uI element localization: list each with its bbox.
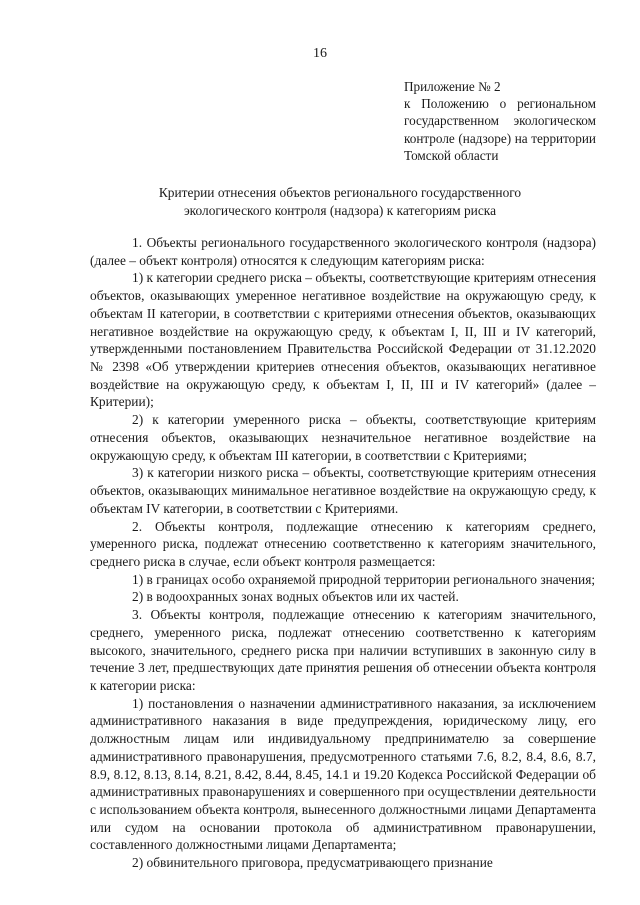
- appendix-reference: к Положению о региональном государственном экологическом контроле (надзоре) на территории Томской области: [404, 96, 596, 163]
- paragraph-2-item-2: 2) в водоохранных зонах водных объектов или их частей.: [132, 589, 459, 605]
- paragraph-1-item-1: 1) к категории среднего риска – объекты, соответствующие критериям отнесения объектов, оказывающих умеренное негативное воздействие на окружающую среду, к объектам II категории, в соответствии с критериями отнесения объектов, оказывающих негативное воздействие на окружающую среду, к объектам I, II, III и IV категорий, утвержденными постановлением Правительства Российской Федерации от 31.12.2020 № 2398 «Об утверждении критериев отнесения объектов, оказывающих негативное воздействие на окружающую среду, к объектам I, II, III и IV категорий» (далее – Критерии);: [90, 270, 596, 410]
- appendix-title: Приложение № 2: [404, 79, 501, 94]
- paragraph-1-item-3: 3) к категории низкого риска – объекты, соответствующие критериям отнесения объектов, оказывающих минимальное негативное воздействие на окружающую среду, к объектам IV категории, в соответствии с Критериями.: [90, 465, 596, 516]
- paragraph-2: 2. Объекты контроля, подлежащие отнесению к категориям среднего, умеренного риска, подлежат отнесению соответственно к категориям значительного, среднего риска в случае, если объект контроля размещается:: [90, 518, 596, 569]
- document-body: [90, 234, 596, 872]
- paragraph-1-item-2: 2) к категории умеренного риска – объекты, соответствующие критериям отнесения объектов, оказывающих незначительное негативное воздействие на окружающую среду, к объектам III категории, в соответствии с Критериями;: [90, 412, 596, 463]
- document-title: [90, 184, 590, 219]
- paragraph-2-item-1: 1) в границах особо охраняемой природной территории регионального значения;: [132, 571, 596, 587]
- paragraph-3-item-2: 2) обвинительного приговора, предусматривающего признание: [132, 855, 493, 871]
- paragraph-3-item-1: 1) постановления о назначении административного наказания, за исключением административного наказания в виде предупреждения, юридическому лицу, его должностным лицам или индивидуальному предпринимателю за совершение административного правонарушения, предусмотренного статьями 7.6, 8.2, 8.4, 8.6, 8.7, 8.9, 8.12, 8.13, 8.14, 8.21, 8.42, 8.44, 8.45, 14.1 и 19.20 Кодекса Российской Федерации об административных правонарушениях и совершенного при осуществлении деятельности с использованием объекта контроля, вынесенного должностными лицами Департамента или судом на основании протокола об административном правонарушении, составленного должностными лицами Департамента;: [90, 695, 596, 853]
- document-title-line-1: Критерии отнесения объектов регионального государственного: [158, 185, 522, 200]
- paragraph-3: 3. Объекты контроля, подлежащие отнесению к категориям значительного, среднего, умеренного риска, подлежат отнесению соответственно к категориям высокого, значительного, среднего риска при наличии вступивших в законную силу в течение 3 лет, предшествующих дате принятия решения об отнесении объекта контроля к категории риска:: [90, 607, 596, 693]
- appendix-block: [404, 78, 596, 164]
- document-title-line-2: экологического контроля (надзора) к категориям риска: [183, 202, 497, 218]
- paragraph-1: 1. Объекты регионального государственного экологического контроля (надзора) (далее – объект контроля) относятся к следующим категориям риска:: [90, 235, 596, 268]
- page-number: 16: [313, 46, 327, 61]
